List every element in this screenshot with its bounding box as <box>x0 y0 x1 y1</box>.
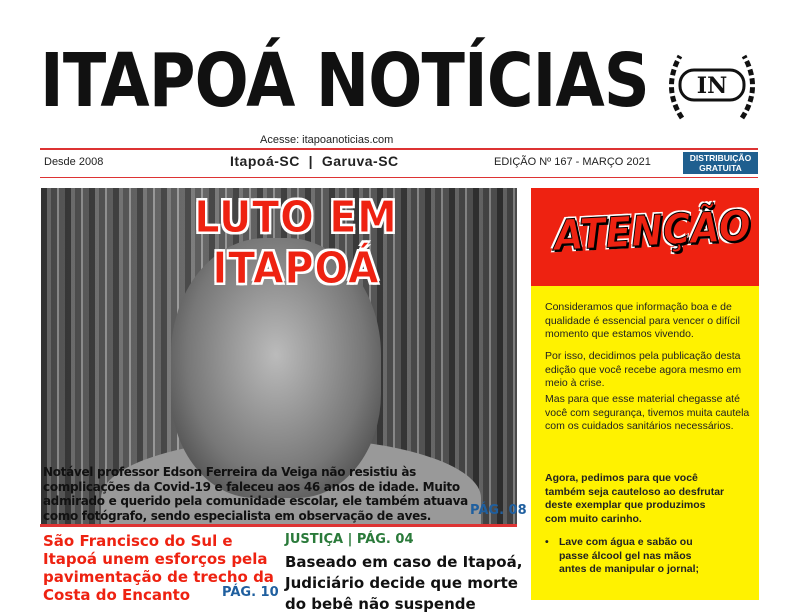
edition-label: EDIÇÃO Nº 167 - MARÇO 2021 <box>494 156 651 168</box>
story-headline[interactable]: São Francisco do Sul e Itapoá unem esforços pela pavimentação de trecho da Costa do Encanto <box>43 532 274 604</box>
distribution-badge <box>683 152 758 174</box>
since-label: Desde 2008 <box>44 156 104 168</box>
lead-headline: LUTO EM ITAPOÁ <box>194 192 398 294</box>
badge-line: GRATUITA <box>699 163 742 173</box>
story-headline[interactable]: Baseado em caso de Itapoá, Judiciário decide que morte do bebê não suspende <box>285 553 523 613</box>
attention-banner <box>531 188 759 286</box>
lead-caption: Notável professor Edson Ferreira da Veiga não resistiu às complicações da Covid-19 e faleceu aos 46 anos de idade. Muito admirado e querido pela comunidade escolar, ele também atuava como fotógrafo, sendo especialista em observação de aves. <box>43 465 468 523</box>
attention-title: ATENÇÃO <box>552 200 752 261</box>
story-page-ref[interactable]: PÁG. 10 <box>222 585 279 600</box>
masthead-title: ITAPOÁ NOTÍCIAS <box>40 38 649 124</box>
story-kicker: JUSTIÇA | PÁG. 04 <box>285 532 414 547</box>
bullet-dot: • <box>545 536 549 548</box>
sidebar-paragraph: Consideramos que informação boa e de qualidade é essencial para vencer o difícil momento que estamos vivendo. <box>545 301 740 340</box>
lead-page-ref[interactable]: PÁG. 08 <box>470 503 527 518</box>
sidebar-paragraph: Mas para que esse material chegasse até você com segurança, tivemos muita cautela com os cuidados sanitários necessários. <box>545 393 750 432</box>
sidebar-bullet: Lave com água e sabão ou passe álcool gel nas mãos antes de manipular o jornal; <box>559 536 700 575</box>
divider <box>40 177 758 178</box>
cities-label: Itapoá-SC | Garuva-SC <box>230 153 399 169</box>
website-link[interactable]: Acesse: itapoanoticias.com <box>260 134 394 146</box>
laurel-logo <box>662 48 762 128</box>
sidebar-paragraph: Por isso, decidimos pela publicação desta edição que você recebe agora mesmo em meio à crise. <box>545 350 742 389</box>
divider <box>40 148 758 150</box>
divider <box>40 524 517 527</box>
badge-line: DISTRIBUIÇÃO <box>689 153 752 163</box>
logo-text: IN <box>696 73 728 99</box>
attention-sidebar <box>531 188 759 600</box>
sidebar-paragraph: Agora, pedimos para que você também seja cauteloso ao desfrutar deste exemplar que produzimos com muito carinho. <box>545 472 725 525</box>
